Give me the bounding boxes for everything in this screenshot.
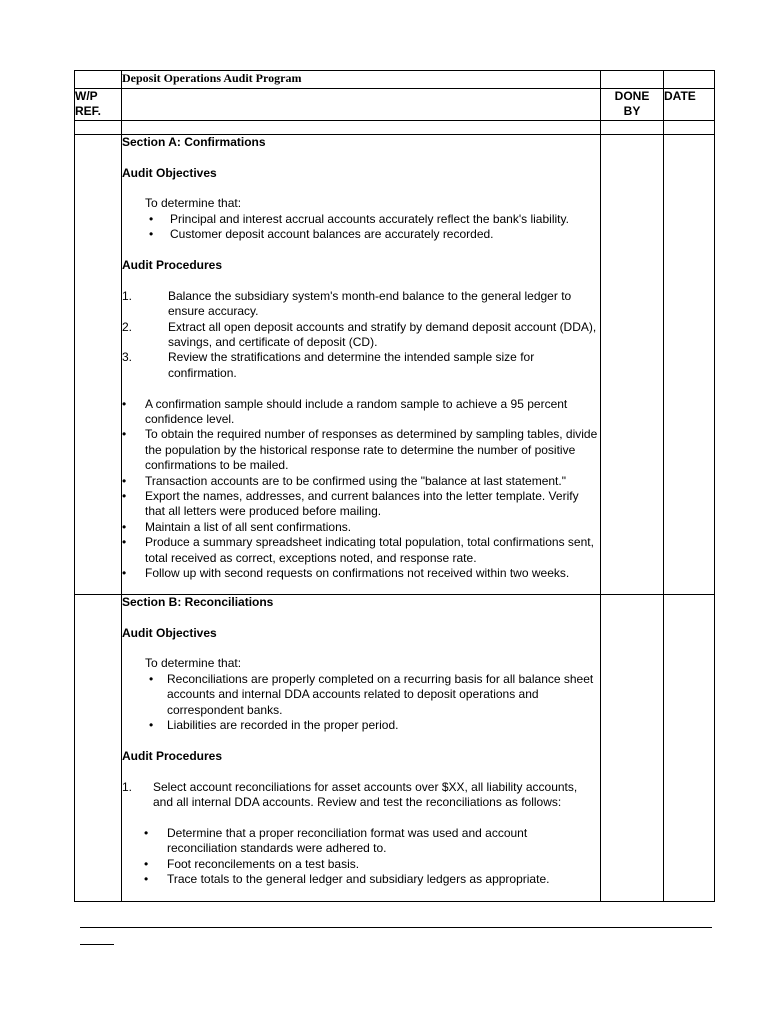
section-a-bullet: • A confirmation sample should include a random sample to achieve a 95 percent confidence level. bbox=[122, 396, 568, 427]
audit-program-table bbox=[74, 70, 715, 902]
wp-ref-line1: W/P bbox=[75, 89, 98, 103]
done-by-header bbox=[601, 89, 664, 121]
section-b-content bbox=[122, 594, 601, 901]
section-a-procedure: 2. Extract all open deposit accounts and stratify by demand deposit account (DDA), savings, and certificate of deposit (CD). bbox=[122, 319, 597, 350]
done-by-line2: BY bbox=[623, 104, 641, 119]
section-a-objectives-title: Audit Objectives bbox=[122, 165, 217, 180]
section-b-title: Section B: Reconciliations bbox=[122, 594, 274, 609]
bullet-icon: • bbox=[144, 825, 149, 840]
date-header: DATE bbox=[664, 89, 715, 121]
program-title: Deposit Operations Audit Program bbox=[122, 71, 601, 89]
section-a-procedure: 1. Balance the subsidiary system's month-end balance to the general ledger to ensure accuracy. bbox=[122, 288, 572, 319]
section-a-bullet: • Export the names, addresses, and current balances into the letter template. Verify that all letters were produced before mailing. bbox=[122, 489, 579, 519]
section-b-done-cell bbox=[601, 594, 664, 901]
title-date-cell bbox=[664, 71, 715, 89]
section-b-procedures-title: Audit Procedures bbox=[122, 748, 223, 763]
section-a-done-cell bbox=[601, 134, 664, 594]
section-a-procedure: 3. Review the stratifications and determine the intended sample size for confirmation. bbox=[122, 350, 535, 380]
footer-rule-short bbox=[80, 944, 114, 945]
bullet-icon: • bbox=[149, 227, 154, 242]
header-row bbox=[75, 89, 715, 121]
section-b-bullet: • Foot reconcilements on a test basis. bbox=[144, 856, 360, 871]
bullet-icon: • bbox=[122, 566, 127, 581]
section-a-procedures-title: Audit Procedures bbox=[122, 258, 223, 273]
header-blank-cell bbox=[122, 89, 601, 121]
bullet-icon: • bbox=[149, 211, 154, 226]
bullet-icon: • bbox=[122, 535, 127, 550]
section-a-date-cell bbox=[664, 134, 715, 594]
section-b-objective: • Liabilities are recorded in the proper period. bbox=[149, 718, 399, 733]
bullet-icon: • bbox=[122, 519, 127, 534]
bullet-icon: • bbox=[149, 671, 154, 686]
bullet-icon: • bbox=[122, 427, 127, 442]
section-a-title: Section A: Confirmations bbox=[122, 134, 266, 149]
footer-rule bbox=[80, 927, 712, 928]
section-b-bullet: • Determine that a proper reconciliation format was used and account reconciliation standards were adhered to. bbox=[144, 825, 528, 856]
bullet-icon: • bbox=[144, 856, 149, 871]
title-done-cell bbox=[601, 71, 664, 89]
section-a-objective: • Principal and interest accrual accounts accurately reflect the bank's liability. bbox=[149, 211, 569, 226]
section-a-objective: • Customer deposit account balances are accurately recorded. bbox=[149, 227, 494, 242]
bullet-icon: • bbox=[144, 872, 149, 887]
section-b-row bbox=[75, 594, 715, 901]
bullet-icon: • bbox=[122, 489, 127, 504]
section-a-bullet: • To obtain the required number of responses as determined by sampling tables, divide the population by the historical response rate to determine the number of positive confirmations to be mailed. bbox=[122, 427, 598, 473]
title-ref-cell bbox=[75, 71, 122, 89]
section-a-content bbox=[122, 134, 601, 594]
section-b-date-cell bbox=[664, 594, 715, 901]
done-by-line1: DONE bbox=[614, 89, 650, 103]
spacer-row bbox=[75, 120, 715, 134]
section-b-ref-cell bbox=[75, 594, 122, 901]
wp-ref-line2: REF. bbox=[75, 104, 102, 119]
bullet-icon: • bbox=[122, 396, 127, 411]
section-a-bullet: • Produce a summary spreadsheet indicating total population, total confirmations sent, total received as correct, exceptions noted, and response rate. bbox=[122, 535, 594, 565]
section-b-intro: To determine that: bbox=[145, 656, 242, 671]
section-a-bullet: • Transaction accounts are to be confirmed using the "balance at last statement." bbox=[122, 473, 566, 488]
wp-ref-header bbox=[75, 89, 122, 121]
section-a-intro: To determine that: bbox=[145, 196, 242, 211]
section-a-row bbox=[75, 134, 715, 594]
section-b-objective: • Reconciliations are properly completed on a recurring basis for all balance sheet accounts and internal DDA accounts related to deposit operations and correspondent banks. bbox=[149, 671, 594, 717]
bullet-icon: • bbox=[149, 718, 154, 733]
bullet-icon: • bbox=[122, 473, 127, 488]
section-a-ref-cell bbox=[75, 134, 122, 594]
section-b-procedure: 1. Select account reconciliations for asset accounts over $XX, all liability accounts, and all internal DDA accounts. Review and test the reconciliations as follows: bbox=[122, 779, 578, 810]
section-a-bullet: • Maintain a list of all sent confirmations. bbox=[122, 519, 352, 534]
section-b-objectives-title: Audit Objectives bbox=[122, 625, 217, 640]
section-b-bullet: • Trace totals to the general ledger and subsidiary ledgers as appropriate. bbox=[144, 872, 550, 887]
title-row bbox=[75, 71, 715, 89]
section-a-bullet: • Follow up with second requests on confirmations not received within two weeks. bbox=[122, 566, 570, 581]
